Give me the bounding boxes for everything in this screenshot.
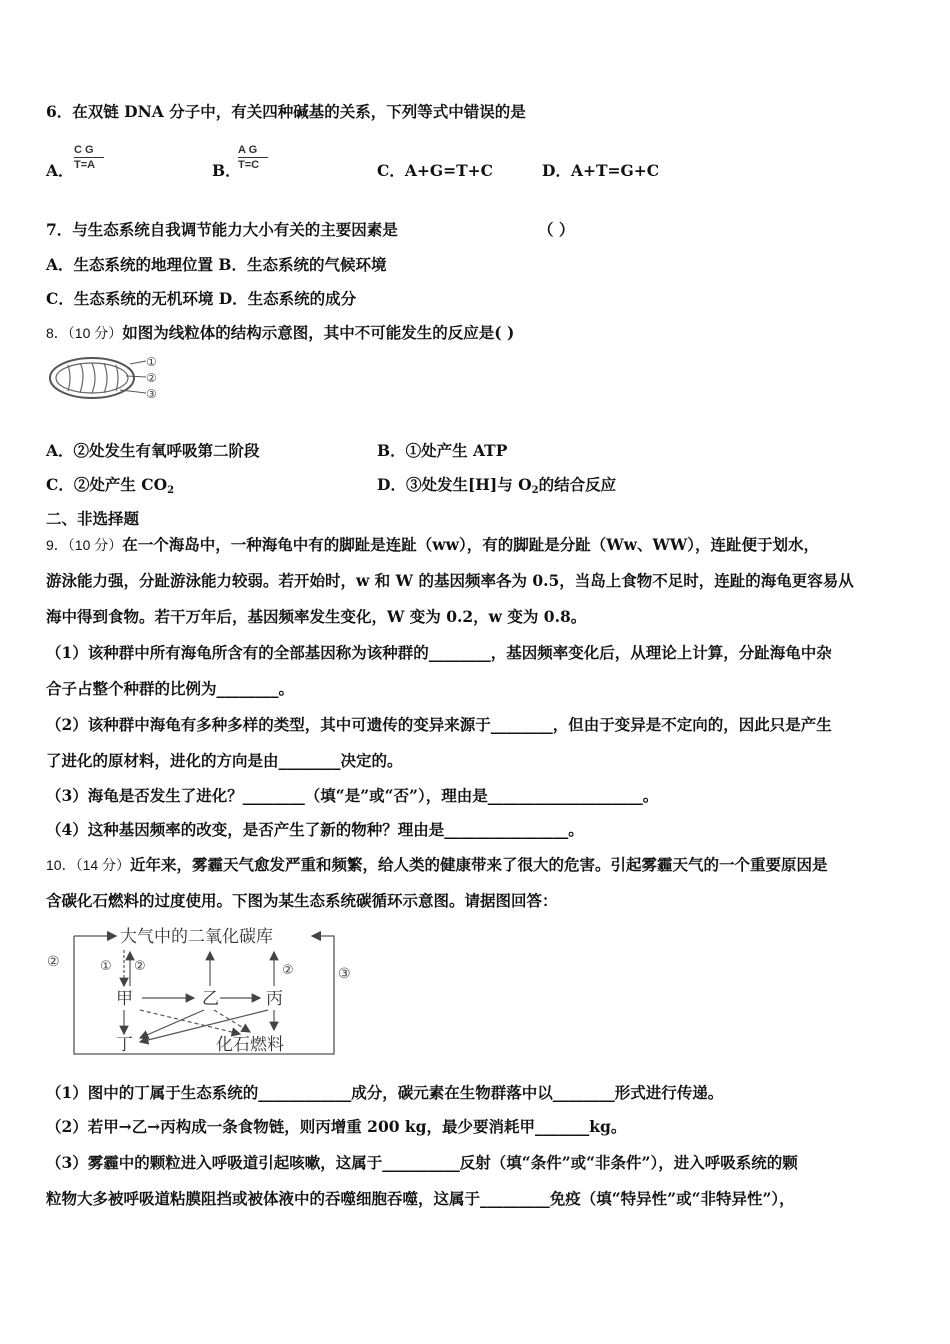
cycle-label-1: ①	[100, 959, 112, 974]
q10-part-3b: 粒物大多被呼吸道粘膜阻挡或被体液中的吞噬细胞吞噬，这属于_________免疫（填“特异性”或“非特异性”），	[46, 1189, 795, 1208]
q8-stem: 如图为线粒体的结构示意图，其中不可能发生的反应是( )	[122, 323, 515, 342]
q6-b-denominator: T=C	[238, 159, 260, 171]
node-bing: 丙	[266, 989, 283, 1009]
q9-part-4: （4）这种基因频率的改变，是否产生了新的物种？理由是________________。	[46, 820, 584, 839]
q8-option-c	[46, 475, 174, 501]
q10-part-3a: （3）雾霾中的颗粒进入呼吸道引起咳嗽，这属于__________反射（填“条件”或“非条件”），进入呼吸系统的颗	[46, 1153, 798, 1172]
q9-part-1a: （1）该种群中所有海龟所含有的全部基因称为该种群的________，基因频率变化后，从理论上计算，分趾海龟中杂	[46, 643, 832, 662]
q9-part-2b: 了进化的原材料，进化的方向是由________决定的。	[46, 751, 403, 770]
node-ding: 丁	[116, 1035, 133, 1055]
q6-option-d: D．A+T=G+C	[542, 161, 660, 180]
q10-number: 10．（14 分）	[46, 857, 131, 873]
q9-number: 9．（10 分）	[46, 537, 123, 553]
q6-option-a-label: A．	[46, 161, 74, 180]
node-fossil-fuel: 化石燃料	[216, 1035, 284, 1055]
section-2-heading: 二、非选择题	[46, 509, 140, 528]
carbon-cycle-figure	[44, 922, 364, 1062]
mitochondrion-figure	[46, 352, 166, 408]
q9-line-2: 游泳能力强，分趾游泳能力较弱。若开始时，w 和 W 的基因频率各为 0.5，当岛上食物不足时，连趾的海龟更容易从	[46, 571, 854, 590]
q7-stem: 7．与生态系统自我调节能力大小有关的主要因素是	[46, 220, 398, 239]
q9-part-1b: 合子占整个种群的比例为________。	[46, 679, 295, 698]
q6-b-numerator: A G	[238, 144, 258, 156]
q10-part-2: （2）若甲→乙→丙构成一条食物链，则丙增重 200 kg，最少要消耗甲_______kg。	[46, 1117, 627, 1136]
q7-paren: （ ）	[538, 220, 575, 239]
node-jia: 甲	[116, 989, 133, 1009]
cycle-label-right-3: ③	[338, 966, 351, 982]
q8-line	[46, 323, 514, 343]
q8-option-d-pre: D．③处发生[H]与 O	[377, 475, 532, 494]
q8-number: 8．（10 分）	[46, 325, 123, 341]
q8-option-c-sub: 2	[167, 485, 175, 496]
q6-option-a-fraction	[74, 144, 104, 171]
q6-option-b-fraction	[238, 144, 268, 171]
q10-line-2: 含碳化石燃料的过度使用。下图为某生态系统碳循环示意图。请据图回答：	[46, 891, 558, 910]
q9-part-3: （3）海龟是否发生了进化？________（填“是”或“否”），理由是____________________。	[46, 786, 659, 805]
q8-option-a: A．②处发生有氧呼吸第二阶段	[46, 441, 260, 460]
cycle-label-left-2: ②	[47, 954, 60, 970]
q6-option-b-label: B．	[212, 161, 241, 180]
q6-a-numerator: C G	[74, 144, 94, 156]
cycle-label-2a: ②	[134, 959, 146, 974]
mito-label-2: ②	[146, 371, 157, 385]
q7-options-ab: A．生态系统的地理位置 B．生态系统的气候环境	[46, 255, 387, 274]
node-yi: 乙	[202, 989, 219, 1009]
cycle-label-2b: ②	[282, 963, 294, 978]
q7-options-cd: C．生态系统的无机环境 D．生态系统的成分	[46, 289, 357, 308]
atmosphere-co2-pool: 大气中的二氧化碳库	[120, 927, 273, 947]
mito-label-3: ③	[146, 387, 157, 401]
q8-option-d	[377, 475, 616, 501]
q10-line-1	[46, 855, 828, 875]
mito-label-1: ①	[146, 355, 157, 369]
q9-part-2a: （2）该种群中海龟有多种多样的类型，其中可遗传的变异来源于________，但由于变异是不定向的，因此只是产生	[46, 715, 832, 734]
q6-a-denominator: T=A	[74, 159, 96, 171]
q8-option-d-sub: 2	[531, 485, 539, 496]
q10-part-1: （1）图中的丁属于生态系统的____________成分，碳元素在生物群落中以________形式进行传递。	[46, 1083, 724, 1102]
q10-line-1-text: 近年来，雾霾天气愈发严重和频繁，给人类的健康带来了很大的危害。引起雾霾天气的一个重要原因是	[130, 855, 828, 874]
q9-line-1	[46, 535, 819, 555]
q8-option-d-post: 的结合反应	[538, 475, 617, 494]
q9-line-1-text: 在一个海岛中，一种海龟中有的脚趾是连趾（ww），有的脚趾是分趾（Ww、WW），连趾便于划水，	[122, 535, 820, 554]
q9-line-3: 海中得到食物。若干万年后，基因频率发生变化，W 变为 0.2，w 变为 0.8。	[46, 607, 587, 626]
q6-stem: 6．在双链 DNA 分子中，有关四种碱基的关系，下列等式中错误的是	[46, 102, 526, 121]
q6-option-c: C．A+G=T+C	[377, 161, 493, 180]
q8-option-c-text: C．②处产生 CO	[46, 475, 168, 494]
q8-option-b: B．①处产生 ATP	[377, 441, 508, 460]
